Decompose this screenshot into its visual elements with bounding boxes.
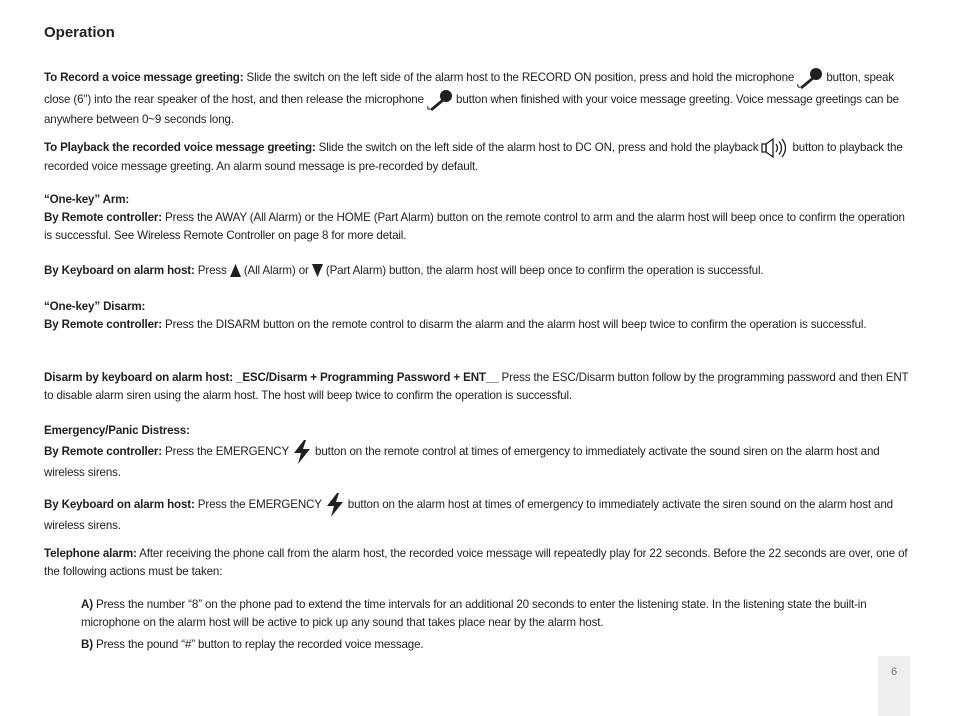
lightning-icon — [325, 493, 345, 517]
emergency-remote-text-1: Press the EMERGENCY — [161, 445, 292, 459]
option-a-label: A) — [81, 598, 93, 611]
lightning-icon — [292, 440, 312, 464]
emergency-keyboard-text-1: Press the EMERGENCY — [194, 498, 325, 512]
disarm-keyboard-text: Press the ESC/Disarm button follow by the programming password and then ENT to disable alarm siren using the alarm host. The host will beep twice to confirm the operation is successful. — [44, 371, 909, 402]
arm-keyboard-label: By Keyboard on alarm host: — [44, 264, 195, 277]
arm-keyboard-text-3: (Part Alarm) button, the alarm host will beep once to confirm the operation is successful. — [322, 264, 764, 277]
record-text-1: Slide the switch on the left side of the alarm host to the RECORD ON position, press and hold the microphone — [243, 71, 798, 85]
telephone-label: Telephone alarm: — [44, 547, 137, 560]
emergency-keyboard-text-2: button on the alarm host at times of emergency to immediately activate the siren sound on the alarm host and wireless sirens. — [44, 498, 893, 532]
playback-text-1: Slide the switch on the left side of the alarm host to DC ON, press and hold the playback — [315, 141, 762, 155]
record-paragraph — [44, 67, 910, 129]
microphone-icon — [427, 89, 453, 111]
arm-keyboard-text-2: (All Alarm) or — [240, 264, 312, 277]
option-b-text: Press the pound “#” button to replay the recorded voice message. — [92, 638, 424, 651]
arm-remote-text: Press the AWAY (All Alarm) or the HOME (Part Alarm) button on the remote control to arm and the alarm host will beep once to confirm the operation is successful. See Wireless Remote Controller on page 8 for more detail. — [44, 211, 905, 242]
arm-remote-label: By Remote controller: — [44, 211, 162, 224]
playback-label: To Playback the recorded voice message greeting: — [44, 141, 316, 155]
disarm-keyboard-label: Disarm by keyboard on alarm host: _ESC/Disarm + Programming Password + ENT__ — [44, 371, 499, 384]
playback-text-2: button to playback the recorded voice message greeting. An alarm sound message is pre-recorded by default. — [44, 141, 903, 173]
triangle-down-icon — [312, 264, 323, 277]
playback-paragraph — [44, 138, 910, 176]
disarm-remote-text: Press the DISARM button on the remote control to disarm the alarm and the alarm host will beep twice to confirm the operation is successful. — [161, 318, 867, 331]
page-number: 6 — [890, 666, 898, 678]
emergency-keyboard-paragraph — [44, 493, 910, 535]
emergency-title: Emergency/Panic Distress: — [44, 424, 190, 437]
arm-keyboard-text-1: Press — [194, 264, 230, 277]
emergency-keyboard-label: By Keyboard on alarm host: — [44, 498, 195, 512]
record-label: To Record a voice message greeting: — [44, 71, 244, 85]
disarm-keyboard-paragraph — [44, 369, 910, 405]
disarm-title: “One-key” Disarm: — [44, 300, 146, 313]
emergency-section — [44, 422, 910, 482]
microphone-icon — [797, 67, 823, 89]
option-a-text: Press the number “8” on the phone pad to extend the time intervals for an additional 20 seconds to enter the listening state. In the listening state the built-in microphone on the alarm host will be active to pick up any sound that takes place near by the alarm host. — [81, 598, 867, 629]
telephone-paragraph — [44, 545, 910, 581]
emergency-remote-label: By Remote controller: — [44, 445, 162, 459]
telephone-option-a — [81, 596, 910, 632]
record-text-3: button when finished with your voice message greeting. Voice message greetings can be anywhere between 0~9 seconds long. — [44, 93, 899, 126]
page-title: Operation — [44, 24, 115, 41]
speaker-icon — [761, 138, 789, 158]
page-number-tab — [878, 656, 910, 716]
telephone-option-b — [81, 636, 910, 654]
arm-keyboard-paragraph — [44, 262, 910, 280]
disarm-remote-label: By Remote controller: — [44, 318, 162, 331]
arm-section — [44, 191, 910, 245]
emergency-remote-text-2: button on the remote control at times of emergency to immediately activate the sound siren on the alarm host and wireless sirens. — [44, 445, 880, 479]
option-b-label: B) — [81, 638, 93, 651]
arm-title: “One-key” Arm: — [44, 193, 130, 206]
telephone-text: After receiving the phone call from the alarm host, the recorded voice message will repeatedly play for 22 seconds. Before the 22 seconds are over, one of the following actions must be taken: — [44, 547, 908, 578]
record-text-2: button, speak close (6") into the rear speaker of the host, and then release the microphone — [44, 71, 895, 107]
triangle-up-icon — [230, 264, 241, 277]
disarm-section — [44, 298, 910, 334]
